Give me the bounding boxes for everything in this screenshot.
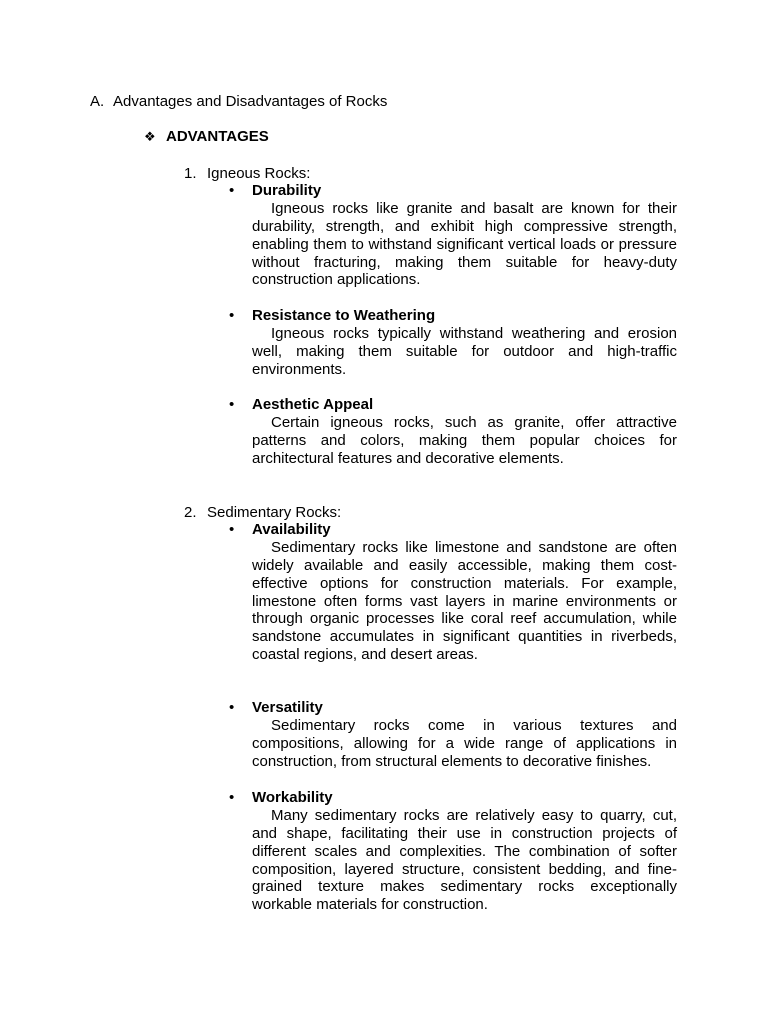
list-item-aesthetic-appeal (252, 396, 677, 468)
section-title: Advantages and Disadvantages of Rocks (113, 93, 388, 110)
item-title: Workability (252, 789, 333, 806)
item-title: Aesthetic Appeal (252, 396, 374, 413)
list-item-workability (252, 789, 677, 914)
item-title: Resistance to Weathering (252, 307, 436, 324)
list-item-versatility (252, 699, 677, 771)
group-marker: 2. (184, 504, 197, 521)
item-body: Igneous rocks typically withstand weathering and erosion well, making them suitable for outdoor and high-traffic environments. (252, 325, 677, 378)
section-heading (90, 93, 387, 111)
item-body: Many sedimentary rocks are relatively easy to quarry, cut, and shape, facilitating their use in construction projects of different scales and complexities. The combination of softer composition, layered structure, consistent bedding, and fine-grained texture makes sedimentary rocks exceptionally workable materials for construction. (252, 807, 677, 914)
group-title: Igneous Rocks: (207, 165, 311, 182)
item-title: Durability (252, 182, 322, 199)
diamond-bullet-icon: ❖ (144, 129, 156, 144)
item-title: Versatility (252, 699, 323, 716)
item-body: Igneous rocks like granite and basalt are known for their durability, strength, and exhibit high compressive strength, enabling them to withstand significant vertical loads or pressure without fracturing, making them suitable for heavy-duty construction applications. (252, 200, 677, 289)
list-item-availability (252, 521, 677, 664)
bullet-icon: • (229, 396, 235, 413)
advantages-heading (144, 128, 269, 146)
group-heading-sedimentary (184, 504, 341, 522)
bullet-icon: • (229, 789, 235, 806)
group-heading-igneous (184, 165, 310, 183)
group-marker: 1. (184, 165, 197, 182)
section-marker: A. (90, 93, 105, 110)
bullet-icon: • (229, 307, 235, 324)
advantages-label: ADVANTAGES (166, 128, 269, 145)
item-title: Availability (252, 521, 331, 538)
item-body: Sedimentary rocks like limestone and sandstone are often widely available and easily accessible, making them cost-effective options for construction materials. For example, limestone often forms vast layers in marine environments or through organic processes like coral reef accumulation, while sandstone accumulates in significant quantities in riverbeds, coastal regions, and desert areas. (252, 539, 677, 664)
item-body: Sedimentary rocks come in various textures and compositions, allowing for a wide range of applications in construction, from structural elements to decorative finishes. (252, 717, 677, 770)
bullet-icon: • (229, 521, 235, 538)
group-title: Sedimentary Rocks: (207, 504, 342, 521)
list-item-durability (252, 182, 677, 289)
bullet-icon: • (229, 699, 235, 716)
item-body: Certain igneous rocks, such as granite, offer attractive patterns and colors, making them popular choices for architectural features and decorative elements. (252, 414, 677, 467)
bullet-icon: • (229, 182, 235, 199)
list-item-resistance-to-weathering (252, 307, 677, 379)
